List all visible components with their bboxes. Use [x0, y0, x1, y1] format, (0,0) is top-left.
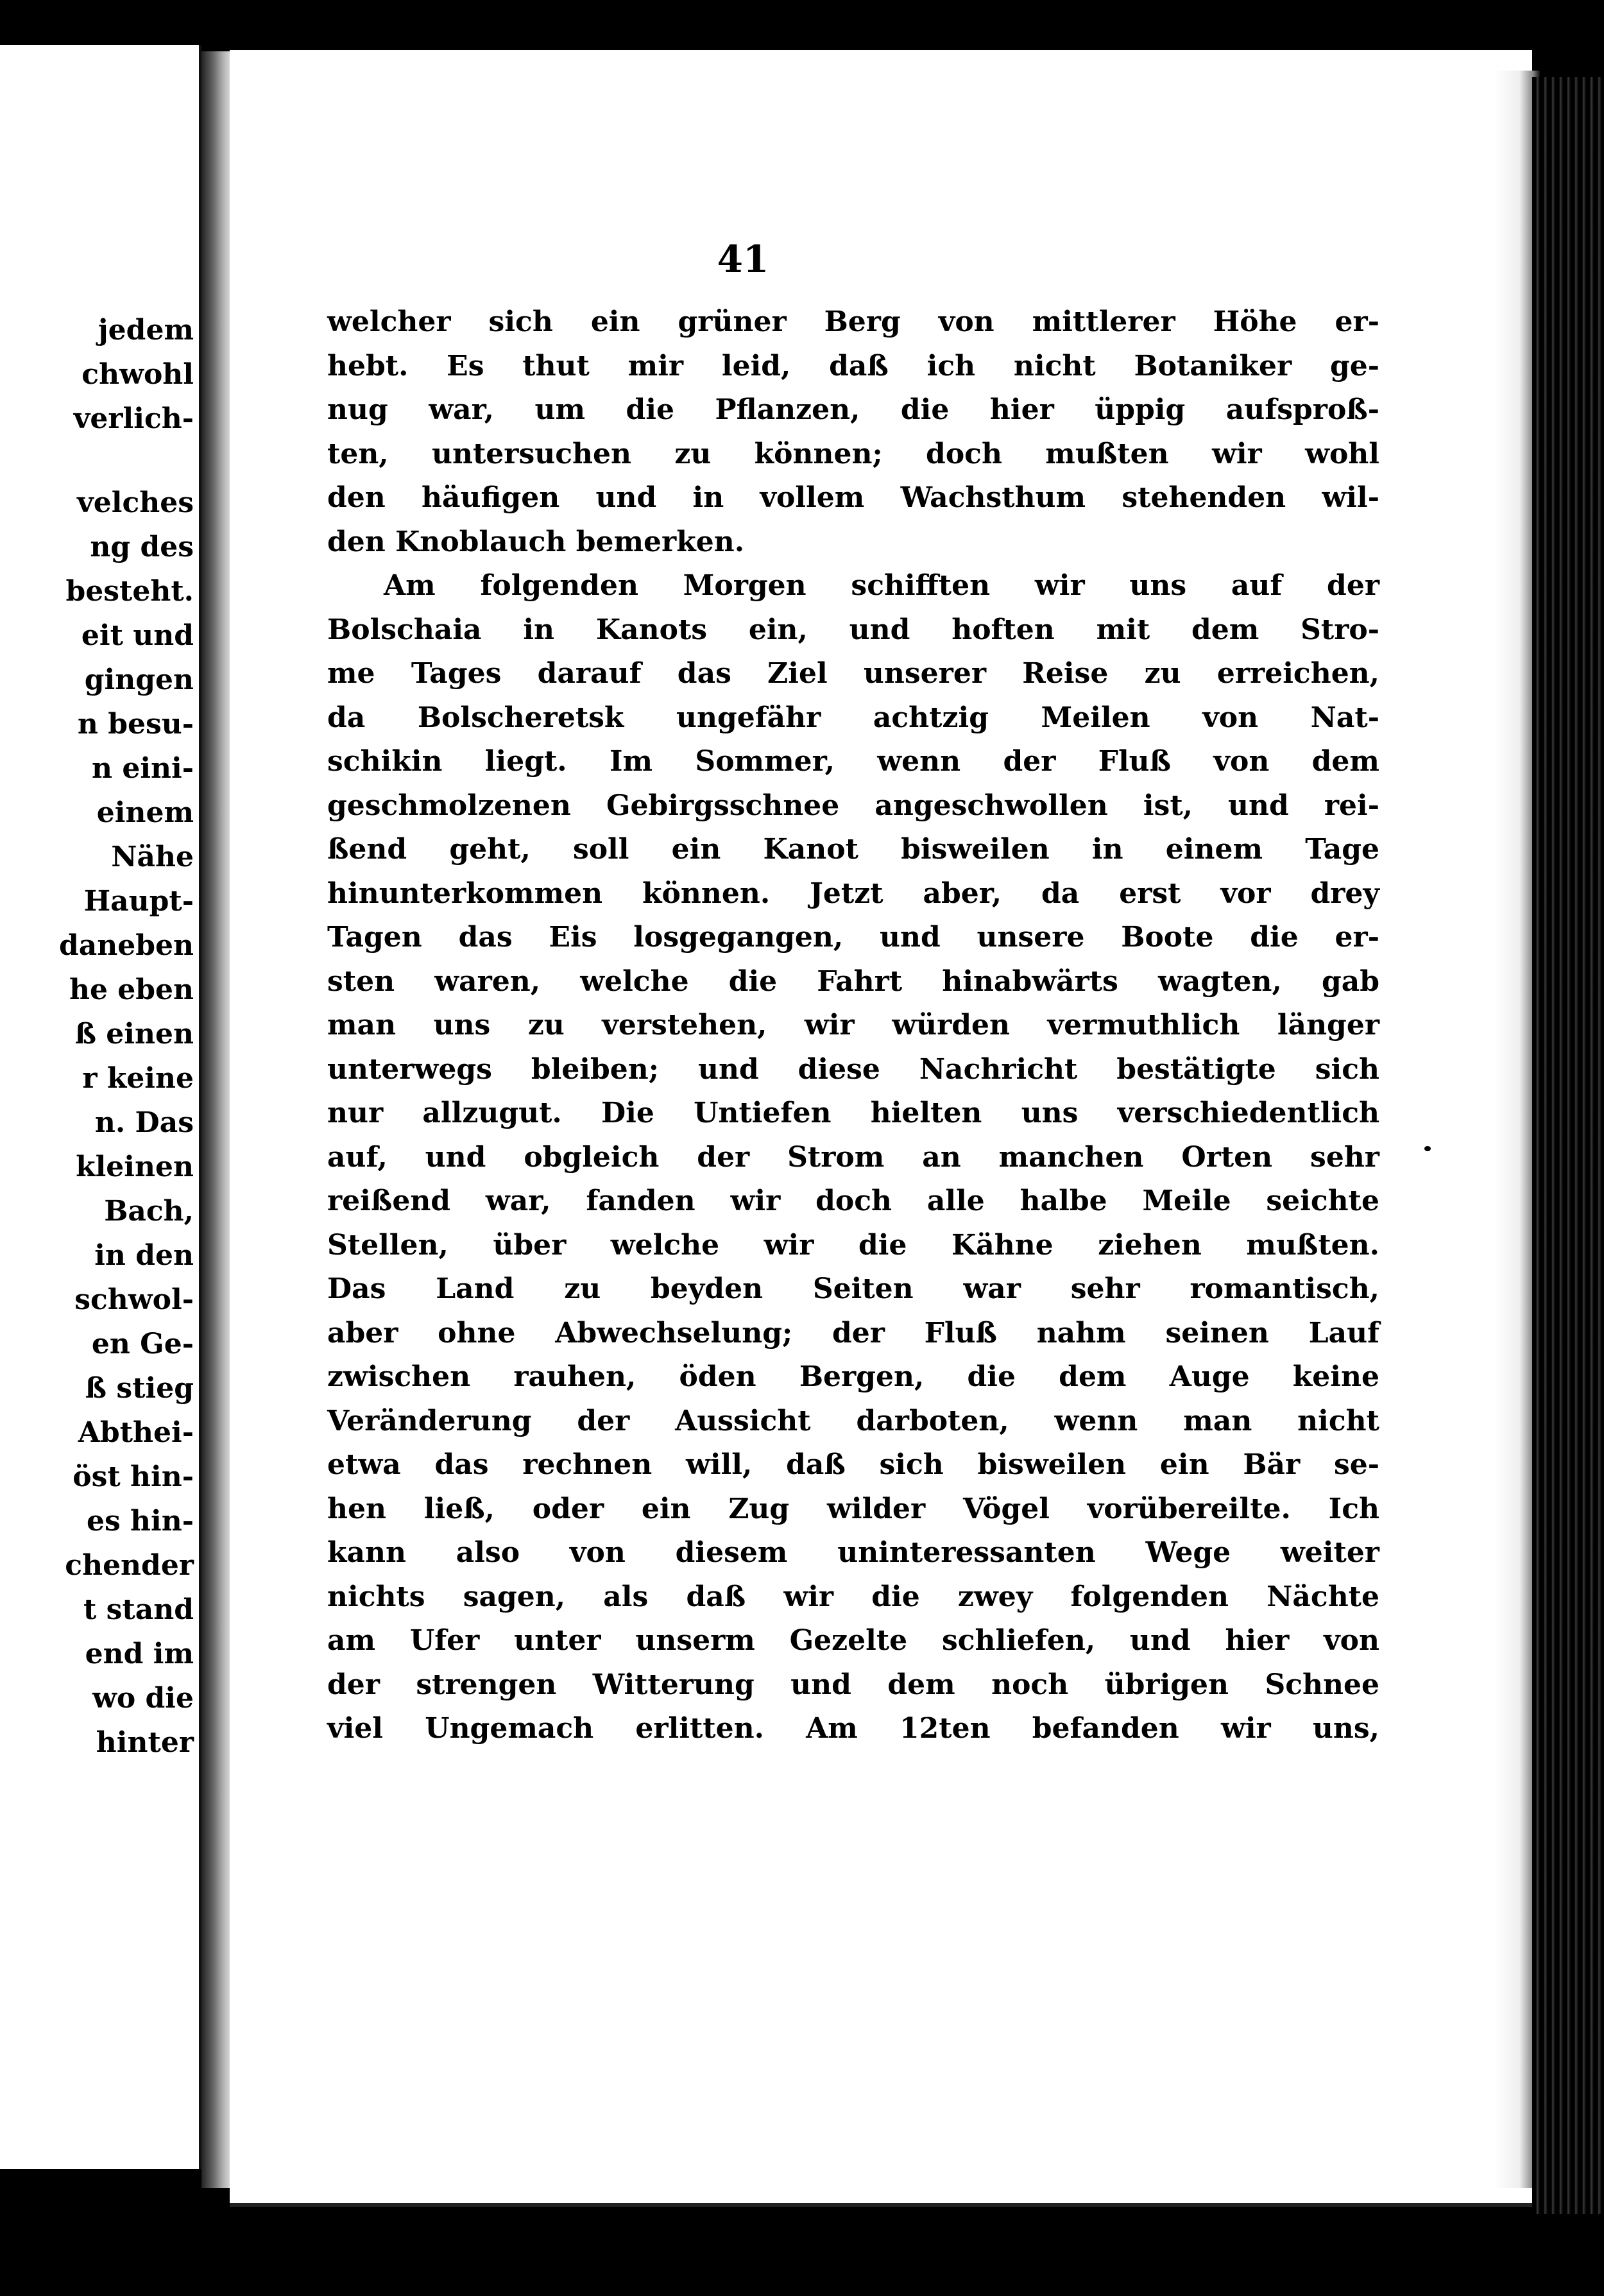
left-line: einem: [96, 796, 194, 829]
left-line: besteht.: [65, 575, 194, 608]
left-line: en Ge-: [91, 1328, 194, 1360]
right-page: [230, 50, 1532, 2207]
page-number: 41: [717, 237, 769, 281]
text-line: sten waren, welche die Fahrt hinabwärts wagten, gab: [327, 964, 1379, 998]
text-line: Am folgenden Morgen schifften wir uns auf der: [384, 569, 1379, 602]
text-line: Bolschaia in Kanots ein, und hoften mit dem Stro-: [327, 613, 1379, 646]
left-line: ß stieg: [85, 1372, 194, 1405]
text-line: Das Land zu beyden Seiten war sehr romantisch,: [327, 1272, 1379, 1305]
text-line: Veränderung der Aussicht darboten, wenn man nicht: [327, 1404, 1379, 1437]
text-line: am Ufer unter unserm Gezelte schliefen, und hier von: [327, 1624, 1379, 1657]
text-line: geschmolzenen Gebirgsschnee angeschwollen ist, und rei-: [327, 789, 1379, 822]
left-line: wo die: [92, 1682, 194, 1715]
ink-speck: [1424, 1146, 1431, 1151]
text-line: den häufigen und in vollem Wachsthum stehenden wil-: [327, 481, 1379, 514]
left-line: ng des: [90, 531, 194, 563]
left-line: t stand: [83, 1593, 194, 1626]
left-page-text: [1, 308, 194, 1765]
text-line: der strengen Witterung und dem noch übrigen Schnee: [327, 1668, 1379, 1701]
text-line: etwa das rechnen will, daß sich bisweilen ein Bär se-: [327, 1448, 1379, 1481]
left-line: Abthei-: [78, 1416, 194, 1449]
left-line: gingen: [84, 664, 194, 696]
stacked-page-edges: [1532, 77, 1604, 2214]
text-line: viel Ungemach erlitten. Am 12ten befanden wir uns,: [327, 1712, 1379, 1745]
text-line: nur allzugut. Die Untiefen hielten uns verschiedentlich: [327, 1097, 1379, 1129]
text-line: ten, untersuchen zu können; doch mußten wir wohl: [327, 437, 1379, 470]
text-line: ßend geht, soll ein Kanot bisweilen in einem Tage: [327, 833, 1379, 866]
text-line: hinunterkommen können. Jetzt aber, da erst vor drey: [327, 877, 1379, 910]
text-line: hen ließ, oder ein Zug wilder Vögel vorübereilte. Ich: [327, 1492, 1379, 1525]
left-line: n eini-: [92, 752, 194, 785]
text-line: kann also von diesem uninteressanten Wege weiter: [327, 1536, 1379, 1569]
text-line: reißend war, fanden wir doch alle halbe Meile seichte: [327, 1185, 1379, 1217]
left-line: jedem: [98, 314, 194, 347]
text-line: welcher sich ein grüner Berg von mittlerer Höhe er-: [327, 305, 1379, 338]
text-line: Tagen das Eis losgegangen, und unsere Boote die er-: [327, 921, 1379, 954]
left-line: n. Das: [94, 1106, 194, 1139]
left-line: es hin-: [86, 1505, 194, 1538]
left-line: Haupt-: [83, 885, 194, 918]
text-line: unterwegs bleiben; und diese Nachricht bestätigte sich: [327, 1052, 1379, 1086]
left-line: kleinen: [76, 1151, 194, 1183]
text-line: aber ohne Abwechselung; der Fluß nahm seinen Lauf: [327, 1316, 1379, 1349]
text-line: schikin liegt. Im Sommer, wenn der Fluß von dem: [327, 745, 1379, 778]
text-line: me Tages darauf das Ziel unserer Reise zu erreichen,: [327, 657, 1379, 690]
text-line: auf, und obgleich der Strom an manchen Orten sehr: [327, 1140, 1379, 1174]
text-line: den Knoblauch bemerken.: [327, 525, 745, 558]
left-line: velches: [77, 486, 194, 519]
left-line: schwol-: [74, 1283, 194, 1316]
left-line: ß einen: [74, 1018, 194, 1050]
left-line: verlich-: [73, 402, 194, 435]
text-line: Stellen, über welche wir die Kähne ziehen mußten.: [327, 1228, 1379, 1262]
left-line: öst hin-: [73, 1461, 194, 1493]
book-gutter: [201, 51, 231, 2188]
text-line: hebt. Es thut mir leid, daß ich nicht Botaniker ge-: [327, 349, 1379, 382]
left-line: end im: [85, 1638, 194, 1670]
left-line: hinter: [96, 1726, 194, 1759]
body-text: [327, 300, 1379, 1751]
left-line: Bach,: [104, 1195, 194, 1228]
text-line: zwischen rauhen, öden Bergen, die dem Auge keine: [327, 1360, 1379, 1393]
text-line: nichts sagen, als daß wir die zwey folgenden Nächte: [327, 1580, 1379, 1613]
left-line: chender: [65, 1549, 194, 1582]
left-page: [0, 45, 201, 2169]
left-line: daneben: [58, 929, 194, 962]
text-line: man uns zu verstehen, wir würden vermuthlich länger: [327, 1009, 1379, 1041]
left-line: r keine: [82, 1062, 194, 1095]
left-line: Nähe: [111, 841, 194, 873]
left-line: eit und: [81, 619, 194, 652]
left-line: he eben: [69, 973, 194, 1006]
text-line: da Bolscheretsk ungefähr achtzig Meilen von Nat-: [327, 701, 1379, 734]
left-line: chwohl: [81, 358, 194, 391]
text-line: nug war, um die Pflanzen, die hier üppig aufsproß-: [327, 393, 1379, 426]
left-line: in den: [94, 1239, 194, 1272]
left-line: n besu-: [77, 708, 194, 741]
